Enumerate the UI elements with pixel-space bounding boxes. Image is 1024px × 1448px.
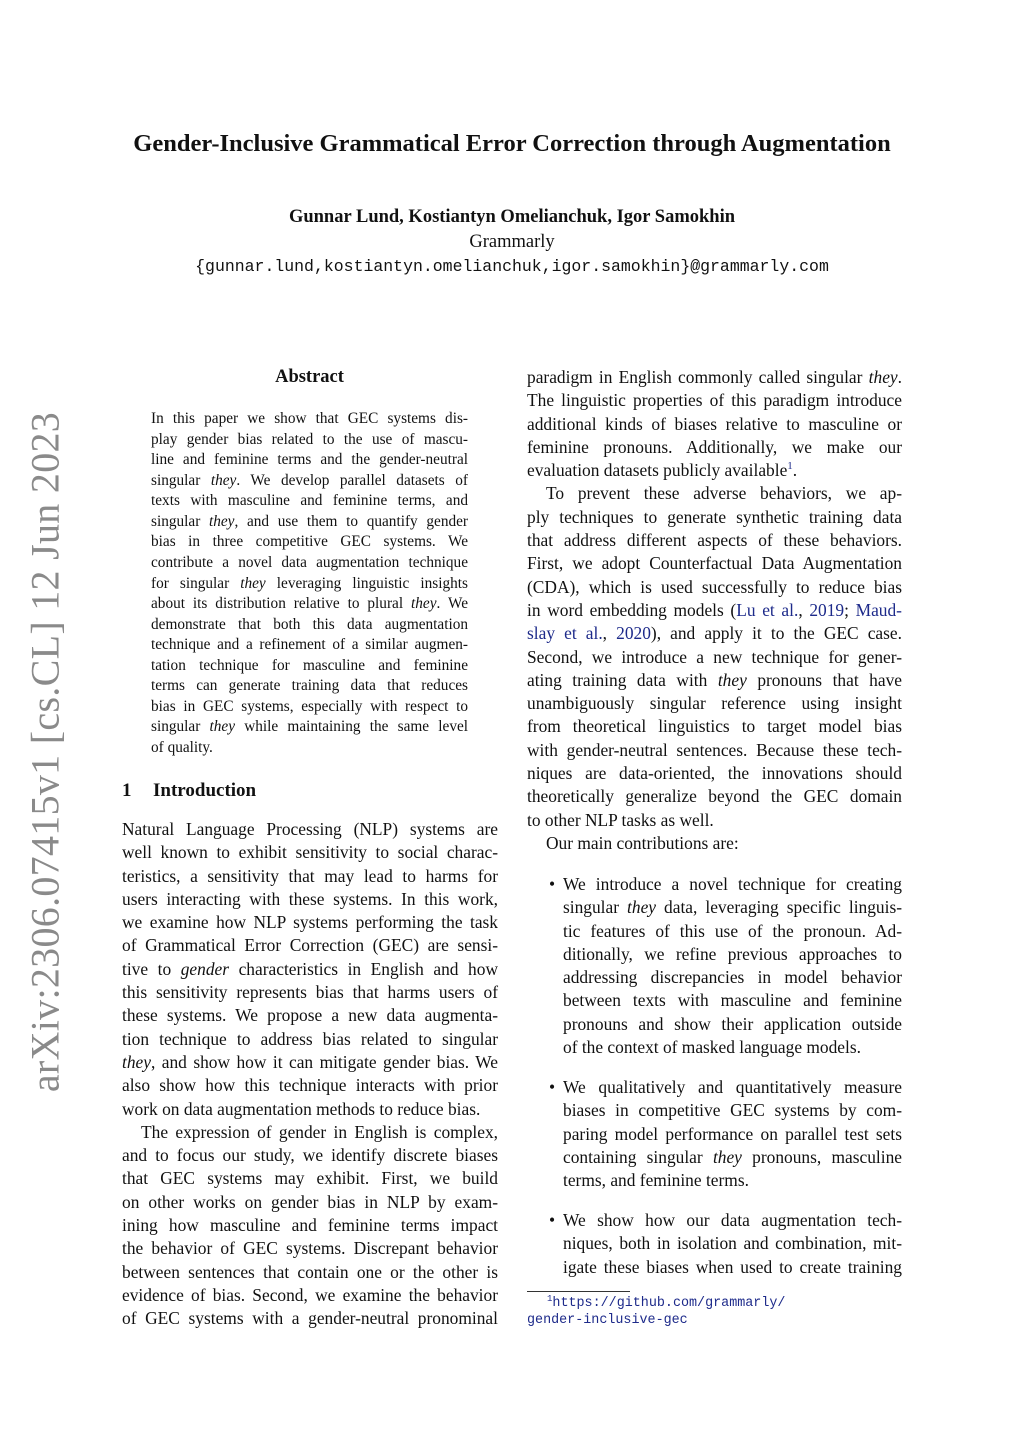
abstract-text <box>151 409 468 759</box>
text-segment: singular <box>151 512 209 530</box>
abstract-heading: Abstract <box>275 367 344 387</box>
text-line: between texts with masculine and feminine <box>563 990 902 1011</box>
footnote-divider <box>527 1291 630 1292</box>
citation-link[interactable]: Maud- <box>855 599 902 620</box>
text-line: In this paper we show that GEC systems dis- <box>151 410 468 427</box>
citation-link[interactable]: 2019 <box>809 599 845 620</box>
text-line: terms can generate training data that reduces <box>151 677 468 695</box>
emphasis: they <box>209 718 235 736</box>
text-line: The linguistic properties of this paradigm introduce <box>527 390 902 411</box>
text-line <box>527 622 902 645</box>
text-line <box>563 1146 902 1169</box>
emphasis: they <box>240 574 266 592</box>
footnote-mark: 1 <box>547 1294 553 1304</box>
text-line: that address different aspects of these behaviors. <box>527 530 902 551</box>
text-line: the behavior of GEC systems. Discrepant behavior <box>122 1238 498 1259</box>
text-line <box>151 512 468 533</box>
text-line: technique and a refinement of a similar augmen- <box>151 636 468 654</box>
affiliation: Grammarly <box>469 232 555 252</box>
text-line <box>563 896 902 919</box>
text-line: teristics, a sensitivity that may lead to harms for <box>122 865 498 886</box>
text-line: niques, both in isolation and combination, mit- <box>563 1233 902 1254</box>
text-segment: leveraging linguistic insights <box>265 574 468 592</box>
text-line: pronouns and show their application outside <box>563 1013 902 1034</box>
text-line: igate these biases when used to create training <box>563 1256 902 1277</box>
text-line: We show how our data augmentation tech- <box>563 1210 902 1230</box>
text-line: work on data augmentation methods to reduce bias. <box>122 1098 481 1119</box>
bullet-text <box>563 1209 902 1279</box>
text-line: these systems. We propose a new data augmenta- <box>122 1005 498 1026</box>
text-segment: singular <box>563 897 628 918</box>
text-line: theoretically generalize beyond the GEC domain <box>527 786 902 807</box>
text-line: bias in three competitive GEC systems. We <box>151 533 468 551</box>
text-line <box>527 366 902 389</box>
text-segment: ; <box>844 599 856 620</box>
emphasis: they <box>717 669 747 690</box>
text-line: we examine how NLP systems performing the task <box>122 912 498 933</box>
text-line: First, we adopt Counterfactual Data Augmentation <box>527 553 902 574</box>
paragraph <box>122 1121 498 1331</box>
text-line: bias in GEC systems, especially with respect to <box>151 697 468 715</box>
footnote-link-continued[interactable]: gender-inclusive-gec <box>527 1313 688 1328</box>
text-segment: . <box>897 367 902 387</box>
paper-title: Gender-Inclusive Grammatical Error Correction through Augmentation <box>133 130 891 157</box>
text-segment: characteristics in English and how <box>229 958 498 979</box>
text-line: addressing discrepancies in model behavior <box>563 967 902 988</box>
text-line: and to focus our study, we identify discrete biases <box>122 1145 498 1166</box>
text-line: that GEC systems may exhibit. First, we build <box>122 1168 498 1189</box>
text-line: To prevent these adverse behaviors, we ap- <box>546 483 902 504</box>
bullet-icon: • <box>549 1077 556 1097</box>
text-line: terms, and feminine terms. <box>563 1170 749 1191</box>
paragraph <box>527 832 902 855</box>
text-line: from theoretical linguistics to target model bias <box>527 716 902 737</box>
emphasis: gender <box>180 958 230 979</box>
bullet-text <box>563 873 902 1059</box>
text-line: ply techniques to generate synthetic training data <box>527 506 902 527</box>
text-line: Second, we introduce a new technique for gener- <box>527 646 902 667</box>
text-line: of GEC systems with a gender-neutral pronominal <box>122 1308 498 1329</box>
text-line: this sensitivity represents bias that harms users of <box>122 982 498 1003</box>
citation-link[interactable]: Lu et al. <box>736 599 799 620</box>
bullet-text <box>563 1076 902 1192</box>
text-line: We qualitatively and quantitatively measure <box>563 1077 902 1097</box>
text-line: tic features of this use of the pronoun. Ad- <box>563 920 902 941</box>
text-segment: , <box>798 599 810 620</box>
citation-link[interactable]: slay et al. <box>527 623 603 644</box>
author-emails: {gunnar.lund,kostiantyn.omelianchuk,igor.samokhin}@grammarly.com <box>195 257 829 276</box>
emphasis: they <box>411 595 437 613</box>
emphasis: they <box>712 1146 742 1167</box>
footnote-link[interactable]: https://github.com/grammarly/ <box>552 1296 786 1311</box>
text-segment: evaluation datasets publicly available <box>527 460 788 481</box>
text-segment: , <box>602 623 617 644</box>
paragraph <box>122 818 498 1121</box>
paragraph <box>527 366 902 482</box>
text-line: (CDA), which is used successfully to reduce bias <box>527 576 902 597</box>
text-segment: , and show how it can mitigate gender bias. We <box>150 1051 498 1072</box>
text-segment: singular <box>151 471 211 489</box>
text-line <box>151 574 468 595</box>
text-line: with gender-neutral sentences. Because these tech- <box>527 739 902 760</box>
text-line: Natural Language Processing (NLP) systems are <box>122 819 498 839</box>
text-line: additional kinds of biases relative to masculine or <box>527 413 902 434</box>
text-segment: ), and apply it to the GEC case. <box>650 623 902 644</box>
text-segment: containing singular <box>563 1146 713 1167</box>
text-line: texts with masculine and feminine terms, and <box>151 492 468 510</box>
text-segment: in word embedding models ( <box>527 599 737 620</box>
text-line: paring model performance on parallel test sets <box>563 1123 902 1144</box>
text-line: unambiguously singular reference using insight <box>527 693 902 714</box>
text-segment: pronouns, masculine <box>741 1146 902 1167</box>
text-segment: tive to <box>122 958 181 979</box>
right-column <box>527 366 902 855</box>
text-line <box>527 459 902 482</box>
text-line: to other NLP tasks as well. <box>527 809 714 830</box>
text-line: well known to exhibit sensitivity to social charac- <box>122 842 498 863</box>
text-line: We introduce a novel technique for creating <box>563 874 902 894</box>
emphasis: they <box>208 512 235 530</box>
section-heading-introduction <box>122 780 256 802</box>
text-line <box>122 958 498 981</box>
emphasis: they <box>868 367 898 387</box>
section-title: Introduction <box>153 780 257 801</box>
paragraph <box>527 482 902 831</box>
text-line: of the context of masked language models. <box>563 1037 861 1058</box>
text-line: tation technique for masculine and feminine <box>151 656 468 674</box>
text-segment: for singular <box>151 574 241 592</box>
text-line: ining how masculine and feminine terms impact <box>122 1215 498 1236</box>
text-segment: . We develop parallel datasets of <box>236 471 468 489</box>
emphasis: they <box>122 1051 151 1072</box>
citation-link[interactable]: 2020 <box>616 623 651 644</box>
text-line <box>151 594 468 615</box>
arxiv-identifier: arXiv:2306.07415v1 [cs.CL] 12 Jun 2023 <box>22 411 68 1093</box>
emphasis: they <box>627 897 657 918</box>
text-line: niques are data-oriented, the innovations should <box>527 763 902 784</box>
text-line <box>527 669 902 692</box>
section-number: 1 <box>122 780 132 801</box>
text-line: tion technique to address bias related to singular <box>122 1028 498 1049</box>
text-line: Our main contributions are: <box>546 832 739 853</box>
bullet-icon: • <box>549 1210 556 1230</box>
text-segment: about its distribution relative to plural <box>151 595 412 613</box>
text-line: on other works on gender bias in NLP by exam- <box>122 1191 498 1212</box>
text-line: also show how this technique interacts with prior <box>122 1075 498 1096</box>
text-line: ditionally, we refine previous approaches to <box>563 943 902 964</box>
text-line: of Grammatical Error Correction (GEC) are sensi- <box>122 935 498 956</box>
text-line: demonstrate that both this data augmentation <box>151 615 468 633</box>
text-segment: , and use them to quantify gender <box>234 512 469 530</box>
text-line: contribute a novel data augmentation technique <box>151 553 468 571</box>
text-line: The expression of gender in English is complex, <box>141 1121 498 1142</box>
text-segment: while maintaining the same level <box>235 718 469 736</box>
text-line: line and feminine terms and the gender-neutral <box>151 451 468 469</box>
text-line: users interacting with these systems. In this work, <box>122 888 498 909</box>
text-line <box>151 717 468 738</box>
text-segment: pronouns that have <box>746 669 902 690</box>
text-segment: singular <box>151 718 210 736</box>
text-line <box>527 599 902 622</box>
text-line: feminine pronouns. Additionally, we make our <box>527 436 902 457</box>
text-segment: paradigm in English commonly called singular <box>527 367 869 387</box>
text-line <box>122 1051 498 1074</box>
text-line: of quality. <box>151 739 213 756</box>
author-list: Gunnar Lund, Kostiantyn Omelianchuk, Igor Samokhin <box>288 207 736 227</box>
footnote-ref[interactable]: 1 <box>787 460 793 473</box>
text-line: evidence of bias. Second, we examine the behavior <box>122 1284 498 1305</box>
text-line: play gender bias related to the use of mascu- <box>151 430 468 448</box>
bullet-icon: • <box>549 874 556 894</box>
text-segment: ating training data with <box>527 669 718 690</box>
text-line <box>151 471 468 492</box>
text-line: between sentences that contain one or the other is <box>122 1261 498 1282</box>
text-segment: . We <box>436 595 468 613</box>
emphasis: they <box>210 471 237 489</box>
text-line: biases in competitive GEC systems by com- <box>563 1100 902 1121</box>
left-column <box>122 818 498 1331</box>
footnote <box>527 1295 785 1329</box>
text-segment: . <box>792 460 798 481</box>
text-segment: data, leveraging specific linguis- <box>656 897 902 918</box>
